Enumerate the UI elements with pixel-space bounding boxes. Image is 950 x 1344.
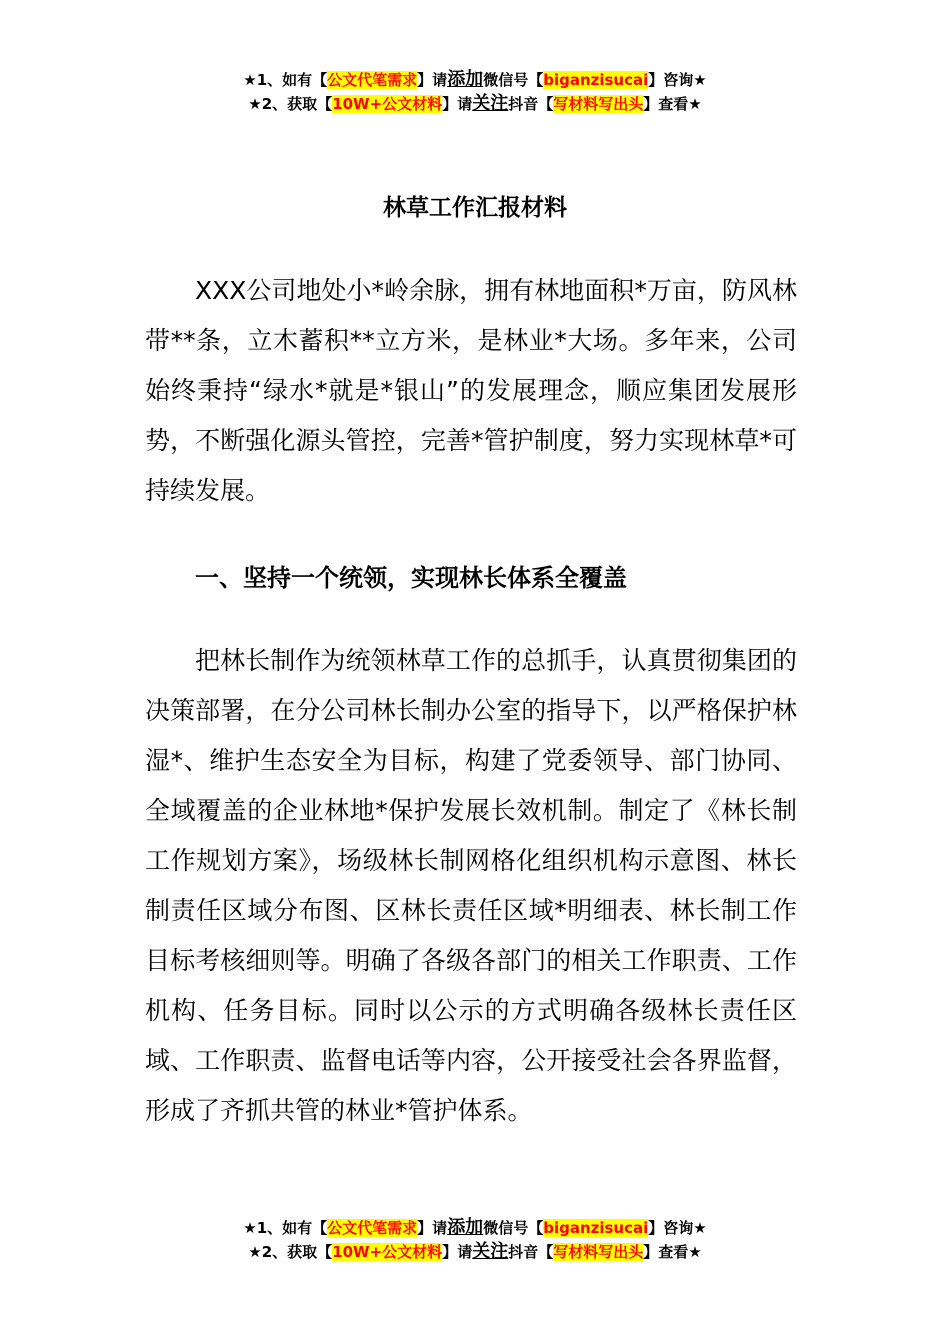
document-title: 林草工作汇报材料 <box>383 195 567 221</box>
ad-line-1 <box>0 68 950 92</box>
ad-line-1-prefix: ★1、如有【 <box>243 1219 328 1237</box>
top-ad-banner <box>0 68 950 116</box>
ad-highlight-materials: 10W+公文材料 <box>332 1243 443 1261</box>
ad-line-2 <box>0 1240 950 1264</box>
ad-line-2 <box>0 92 950 116</box>
ad-highlight-wechat-id: biganzisucai <box>543 71 649 89</box>
ad-emphasis-follow: 关注 <box>472 1241 509 1262</box>
ad-line-1-mid: 】请 <box>417 71 448 89</box>
ad-emphasis-add: 添加 <box>447 69 484 90</box>
ad-highlight-materials: 10W+公文材料 <box>332 95 443 113</box>
ad-line-2-mid2: 抖音【 <box>508 95 554 113</box>
ad-emphasis-add: 添加 <box>447 1217 484 1238</box>
ad-highlight-douyin-account: 写材料写出头 <box>553 1243 644 1261</box>
ad-line-1-mid2: 微信号【 <box>483 1219 544 1237</box>
ad-line-2-prefix: ★2、获取【 <box>248 1243 333 1261</box>
ad-line-1-suffix: 】咨询★ <box>648 1219 707 1237</box>
ad-highlight-wechat-id: biganzisucai <box>543 1219 649 1237</box>
ad-line-2-suffix: 】查看★ <box>643 95 702 113</box>
ad-line-2-mid: 】请 <box>442 1243 473 1261</box>
ad-emphasis-follow: 关注 <box>472 93 509 114</box>
ad-line-1-prefix: ★1、如有【 <box>243 71 328 89</box>
ad-highlight-service: 公文代笔需求 <box>327 71 418 89</box>
ad-highlight-douyin-account: 写材料写出头 <box>553 95 644 113</box>
ad-highlight-service: 公文代笔需求 <box>327 1219 418 1237</box>
intro-paragraph: XXX公司地处小*岭余脉，拥有林地面积*万亩，防风林带**条，立木蓄积**立方米，是林业*大场。多年来，公司始终秉持“绿水*就是*银山”的发展理念，顺应集团发展形势，不断强化源头管控，完善*管护制度，努力实现林草*可持续发展。 <box>145 276 797 505</box>
ad-line-1-suffix: 】咨询★ <box>648 71 707 89</box>
section-1-paragraph: 把林长制作为统领林草工作的总抓手，认真贯彻集团的决策部署，在分公司林长制办公室的指导下，以严格保护林湿*、维护生态安全为目标，构建了党委领导、部门协同、全域覆盖的企业林地*保护发展长效机制。制定了《林长制工作规划方案》，场级林长制网格化组织机构示意图、林长制责任区域分布图、区林长责任区域*明细表、林长制工作目标考核细则等。明确了各级各部门的相关工作职责、工作机构、任务目标。同时以公示的方式明确各级林长责任区域、工作职责、监督电话等内容，公开接受社会各界监督，形成了齐抓共管的林业*管护体系。 <box>145 646 797 1125</box>
ad-line-2-mid: 】请 <box>442 95 473 113</box>
bottom-ad-banner <box>0 1216 950 1264</box>
ad-line-1-mid: 】请 <box>417 1219 448 1237</box>
ad-line-2-mid2: 抖音【 <box>508 1243 554 1261</box>
ad-line-1 <box>0 1216 950 1240</box>
ad-line-1-mid2: 微信号【 <box>483 71 544 89</box>
ad-line-2-suffix: 】查看★ <box>643 1243 702 1261</box>
ad-line-2-prefix: ★2、获取【 <box>248 95 333 113</box>
section-heading-1: 一、坚持一个统领，实现林长体系全覆盖 <box>195 564 627 592</box>
